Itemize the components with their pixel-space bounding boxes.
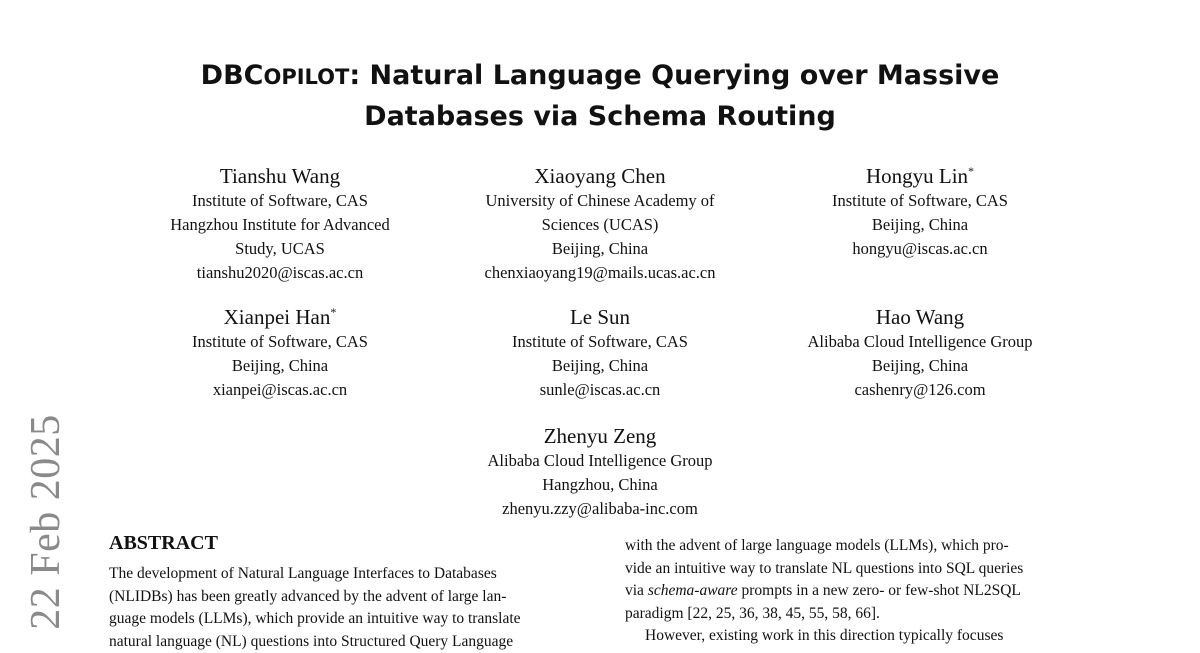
author-affiliation: Study, UCAS (110, 237, 450, 261)
arxiv-date-text: 22 Feb 2025 (22, 414, 70, 630)
abstract-text (109, 563, 579, 653)
author-affiliation: Alibaba Cloud Intelligence Group (430, 449, 770, 473)
abstract-line: (NLIDBs) has been greatly advanced by the advent of large lan- (109, 586, 579, 609)
author-block (110, 158, 450, 285)
author-affiliation: Institute of Software, CAS (430, 330, 770, 354)
author-affiliation: Hangzhou Institute for Advanced (110, 213, 450, 237)
author-email[interactable]: zhenyu.zzy@alibaba-inc.com (430, 497, 770, 521)
author-email[interactable]: cashenry@126.com (750, 378, 1090, 402)
author-name: Xianpei Han* (110, 299, 450, 330)
arxiv-date-stamp (8, 420, 84, 624)
author-email[interactable]: tianshu2020@iscas.ac.cn (110, 261, 450, 285)
author-affiliation: Institute of Software, CAS (110, 330, 450, 354)
author-name: Hongyu Lin* (750, 158, 1090, 189)
author-email[interactable]: hongyu@iscas.ac.cn (750, 237, 1090, 261)
author-affiliation: Sciences (UCAS) (430, 213, 770, 237)
author-block (110, 299, 450, 402)
body-line: via schema-aware prompts in a new zero- or few-shot NL2SQL (625, 580, 1097, 603)
author-affiliation: Alibaba Cloud Intelligence Group (750, 330, 1090, 354)
title-line-1 (100, 56, 1100, 97)
emphasis-schema-aware: schema-aware (648, 582, 738, 599)
right-column-text (625, 535, 1097, 648)
author-block (430, 299, 770, 402)
author-affiliation: Institute of Software, CAS (110, 189, 450, 213)
author-block (750, 158, 1090, 261)
author-name: Le Sun (430, 299, 770, 330)
title-smallcaps: COPILOT (244, 60, 350, 91)
title-line-2: Databases via Schema Routing (100, 97, 1100, 137)
author-affiliation: University of Chinese Academy of (430, 189, 770, 213)
abstract-heading: ABSTRACT (109, 532, 218, 555)
author-name: Tianshu Wang (110, 158, 450, 189)
author-name: Xiaoyang Chen (430, 158, 770, 189)
abstract-line: natural language (NL) questions into Structured Query Language (109, 631, 579, 653)
author-email[interactable]: sunle@iscas.ac.cn (430, 378, 770, 402)
author-location: Hangzhou, China (430, 473, 770, 497)
author-location: Beijing, China (430, 237, 770, 261)
author-name: Hao Wang (750, 299, 1090, 330)
title-rest: : Natural Language Querying over Massive (349, 60, 999, 91)
author-block (430, 418, 770, 521)
author-email[interactable]: chenxiaoyang19@mails.ucas.ac.cn (430, 261, 770, 285)
abstract-line: guage models (LLMs), which provide an intuitive way to translate (109, 608, 579, 631)
author-location: Beijing, China (430, 354, 770, 378)
author-location: Beijing, China (110, 354, 450, 378)
author-location: Beijing, China (750, 354, 1090, 378)
paper-title (100, 56, 1100, 137)
author-location: Beijing, China (750, 213, 1090, 237)
author-block (750, 299, 1090, 402)
body-line-citations: paradigm [22, 25, 36, 38, 45, 55, 58, 66]. (625, 603, 1097, 626)
abstract-line: The development of Natural Language Interfaces to Databases (109, 563, 579, 586)
body-line: vide an intuitive way to translate NL questions into SQL queries (625, 558, 1097, 581)
title-prefix: DB (201, 60, 244, 91)
author-affiliation: Institute of Software, CAS (750, 189, 1090, 213)
author-email[interactable]: xianpei@iscas.ac.cn (110, 378, 450, 402)
body-line: with the advent of large language models (LLMs), which pro- (625, 535, 1097, 558)
author-block (430, 158, 770, 285)
body-line: However, existing work in this direction typically focuses (625, 625, 1097, 648)
author-name: Zhenyu Zeng (430, 418, 770, 449)
